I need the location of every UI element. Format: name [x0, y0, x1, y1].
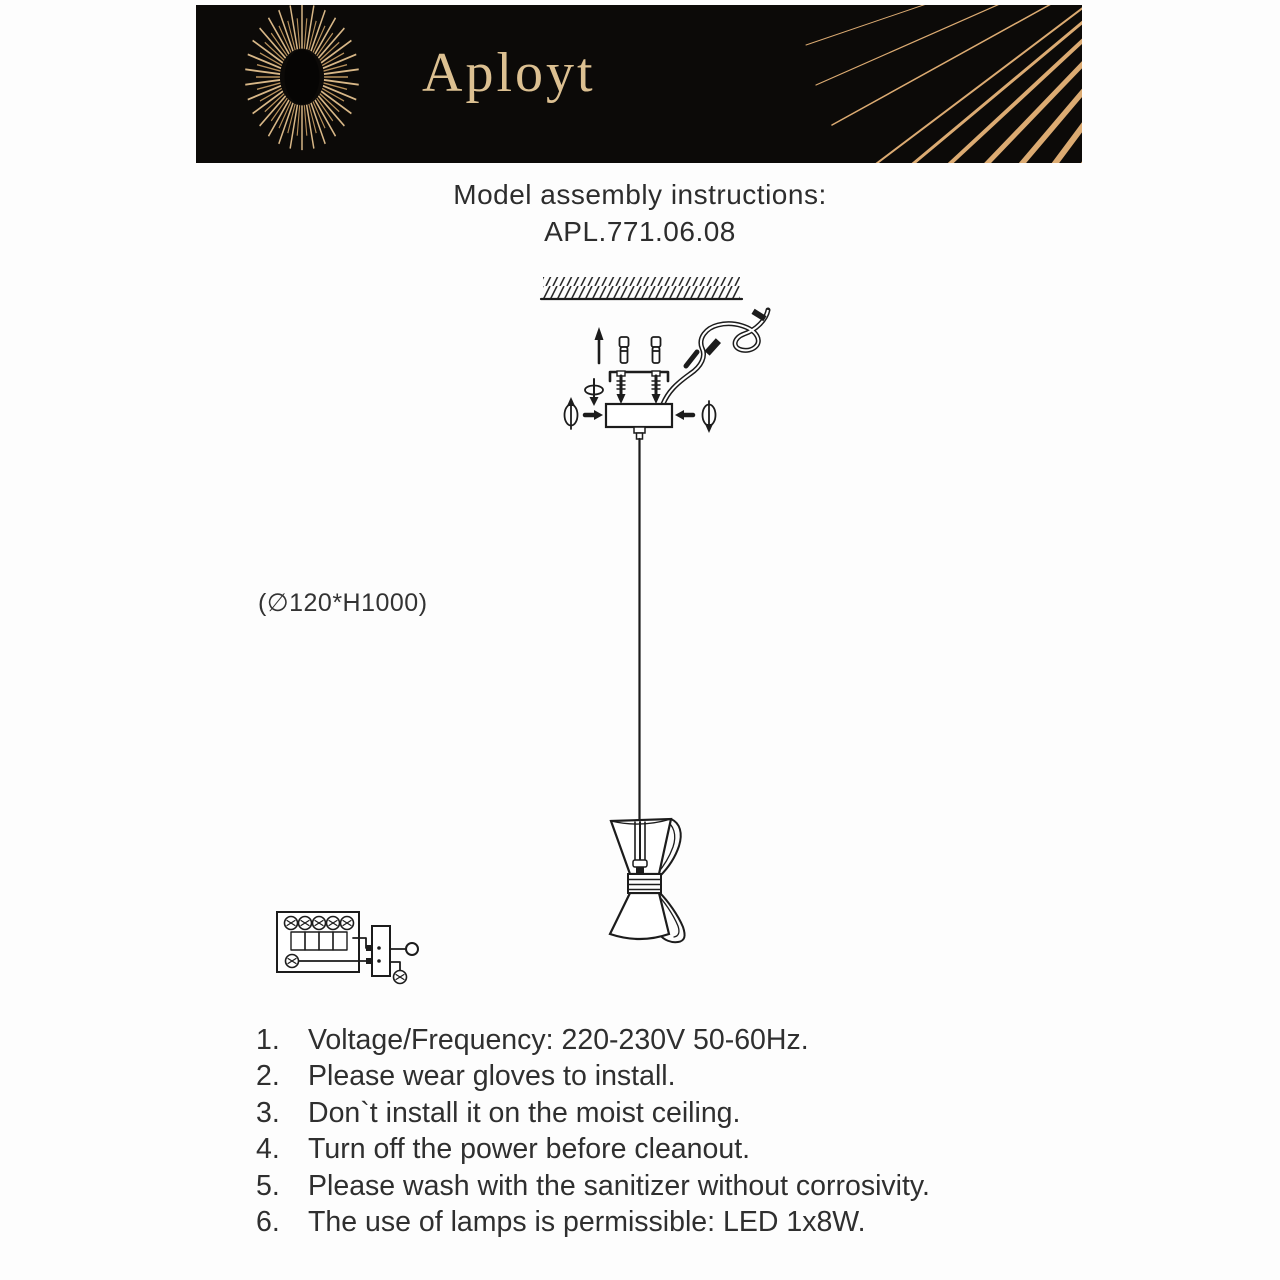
list-item	[256, 1131, 1116, 1167]
wall-anchor-icon	[620, 337, 661, 363]
ceiling-hatch	[541, 277, 742, 299]
list-item	[256, 1058, 1116, 1094]
up-arrow-icon	[595, 327, 604, 363]
model-number: APL.771.06.08	[544, 216, 736, 247]
dimensions-label: (∅120*H1000)	[258, 589, 428, 617]
item-number: 4.	[256, 1133, 280, 1166]
item-text: Don`t install it on the moist ceiling.	[308, 1096, 741, 1129]
instructions-list	[256, 1022, 1116, 1240]
rotate-canopy-icons	[565, 397, 716, 433]
item-number: 6.	[256, 1206, 280, 1239]
item-text: Voltage/Frequency: 220-230V 50-60Hz.	[308, 1024, 809, 1056]
item-number: 3.	[256, 1096, 280, 1129]
item-text: The use of lamps is permissible: LED 1x8W.	[308, 1206, 866, 1239]
mounting-screw-icon	[617, 371, 661, 404]
brand-name: Aployt	[422, 42, 596, 104]
item-number: 2.	[256, 1060, 280, 1093]
power-cable	[663, 309, 768, 404]
lamp-tube	[633, 822, 647, 873]
rotate-icon	[585, 379, 603, 406]
item-text: Please wash with the sanitizer without corrosivity.	[308, 1169, 930, 1202]
item-text: Turn off the power before cleanout.	[308, 1133, 751, 1166]
list-item	[256, 1095, 1116, 1131]
banner-rays	[806, 5, 1082, 163]
mounting-bracket	[610, 372, 668, 381]
item-number: 1.	[256, 1024, 280, 1056]
lampshade	[610, 819, 685, 942]
brand-banner	[196, 5, 1082, 163]
banner-art	[196, 5, 1082, 163]
list-item	[256, 1204, 1116, 1240]
cord-grip	[634, 427, 645, 439]
starburst-icon	[245, 5, 358, 150]
list-item	[256, 1022, 1116, 1058]
item-text: Please wear gloves to install.	[308, 1060, 676, 1093]
terminal-block-diagram	[277, 912, 418, 984]
title-line1: Model assembly instructions:	[453, 179, 827, 210]
ceiling-canopy	[606, 404, 672, 427]
page-title	[0, 176, 1280, 250]
list-item	[256, 1168, 1116, 1204]
item-number: 5.	[256, 1169, 280, 1202]
